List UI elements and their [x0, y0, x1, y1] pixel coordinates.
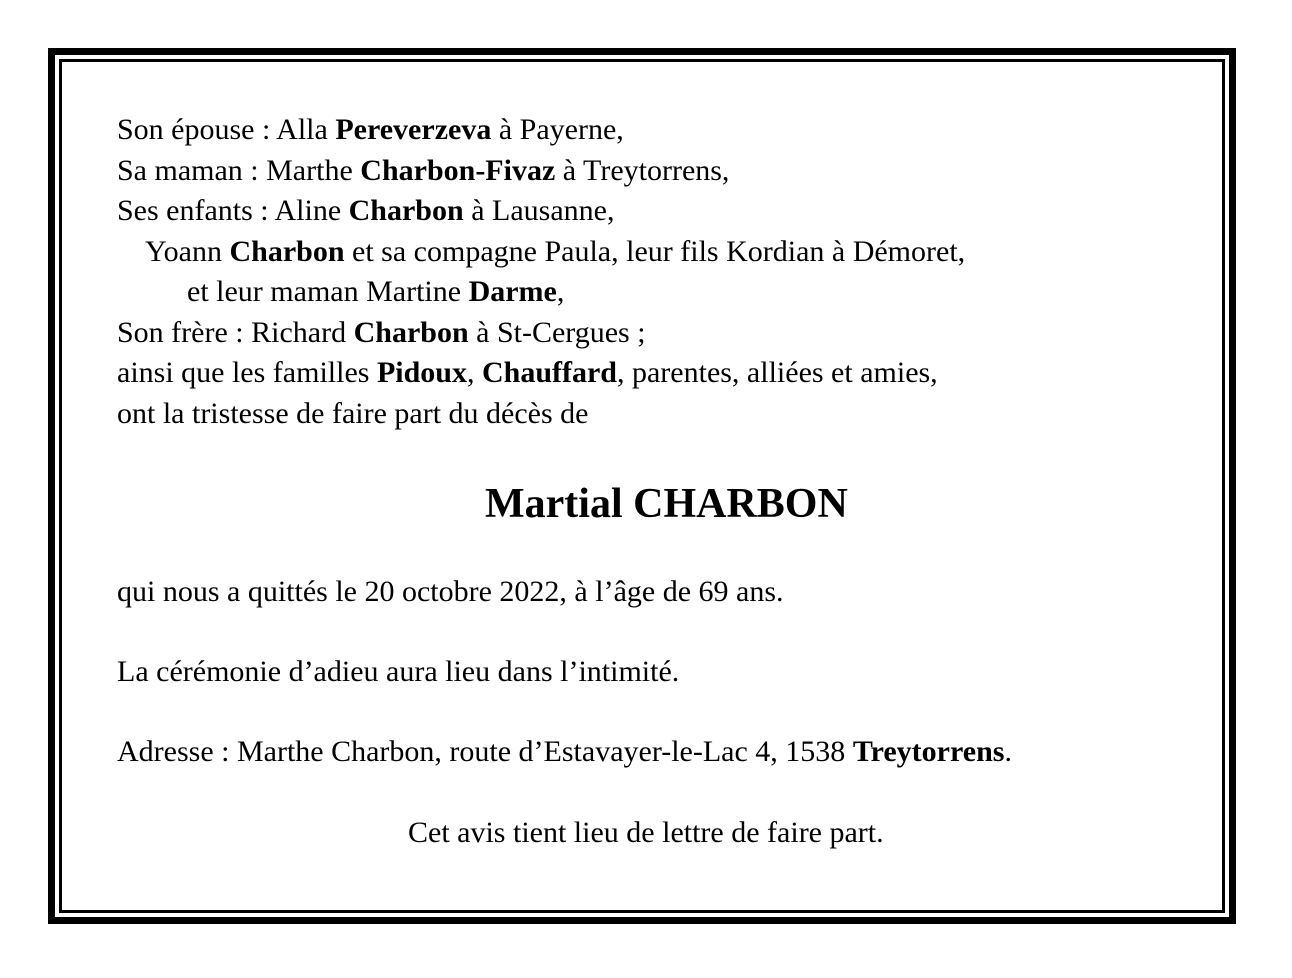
address-line: Adresse : Marthe Charbon, route d’Estavayer-le-Lac 4, 1538 Treytorrens.: [117, 735, 1012, 768]
announcement-line: ont la tristesse de faire part du décès de: [117, 396, 589, 430]
family-line-brother: Son frère : Richard Charbon à St-Cergues ;: [117, 315, 646, 349]
closing-note: Cet avis tient lieu de lettre de faire part.: [408, 816, 884, 849]
family-line-son: Yoann Charbon et sa compagne Paula, leur fils Kordian à Démoret,: [145, 234, 966, 268]
ceremony-notice: La cérémonie d’adieu aura lieu dans l’intimité.: [117, 655, 680, 688]
death-notice: qui nous a quittés le 20 octobre 2022, à l’âge de 69 ans.: [117, 575, 784, 608]
family-line-children: Ses enfants : Aline Charbon à Lausanne,: [117, 194, 615, 227]
family-line-mother: Sa maman : Marthe Charbon-Fivaz à Treytorrens,: [117, 153, 730, 187]
family-line-spouse: Son épouse : Alla Pereverzeva à Payerne,: [117, 113, 624, 146]
family-line-son-mother: et leur maman Martine Darme,: [187, 275, 565, 308]
family-list: [117, 110, 1197, 434]
deceased-name: Martial CHARBON: [485, 481, 848, 527]
family-line-families: ainsi que les familles Pidoux, Chauffard, parentes, alliées et amies,: [117, 356, 938, 389]
